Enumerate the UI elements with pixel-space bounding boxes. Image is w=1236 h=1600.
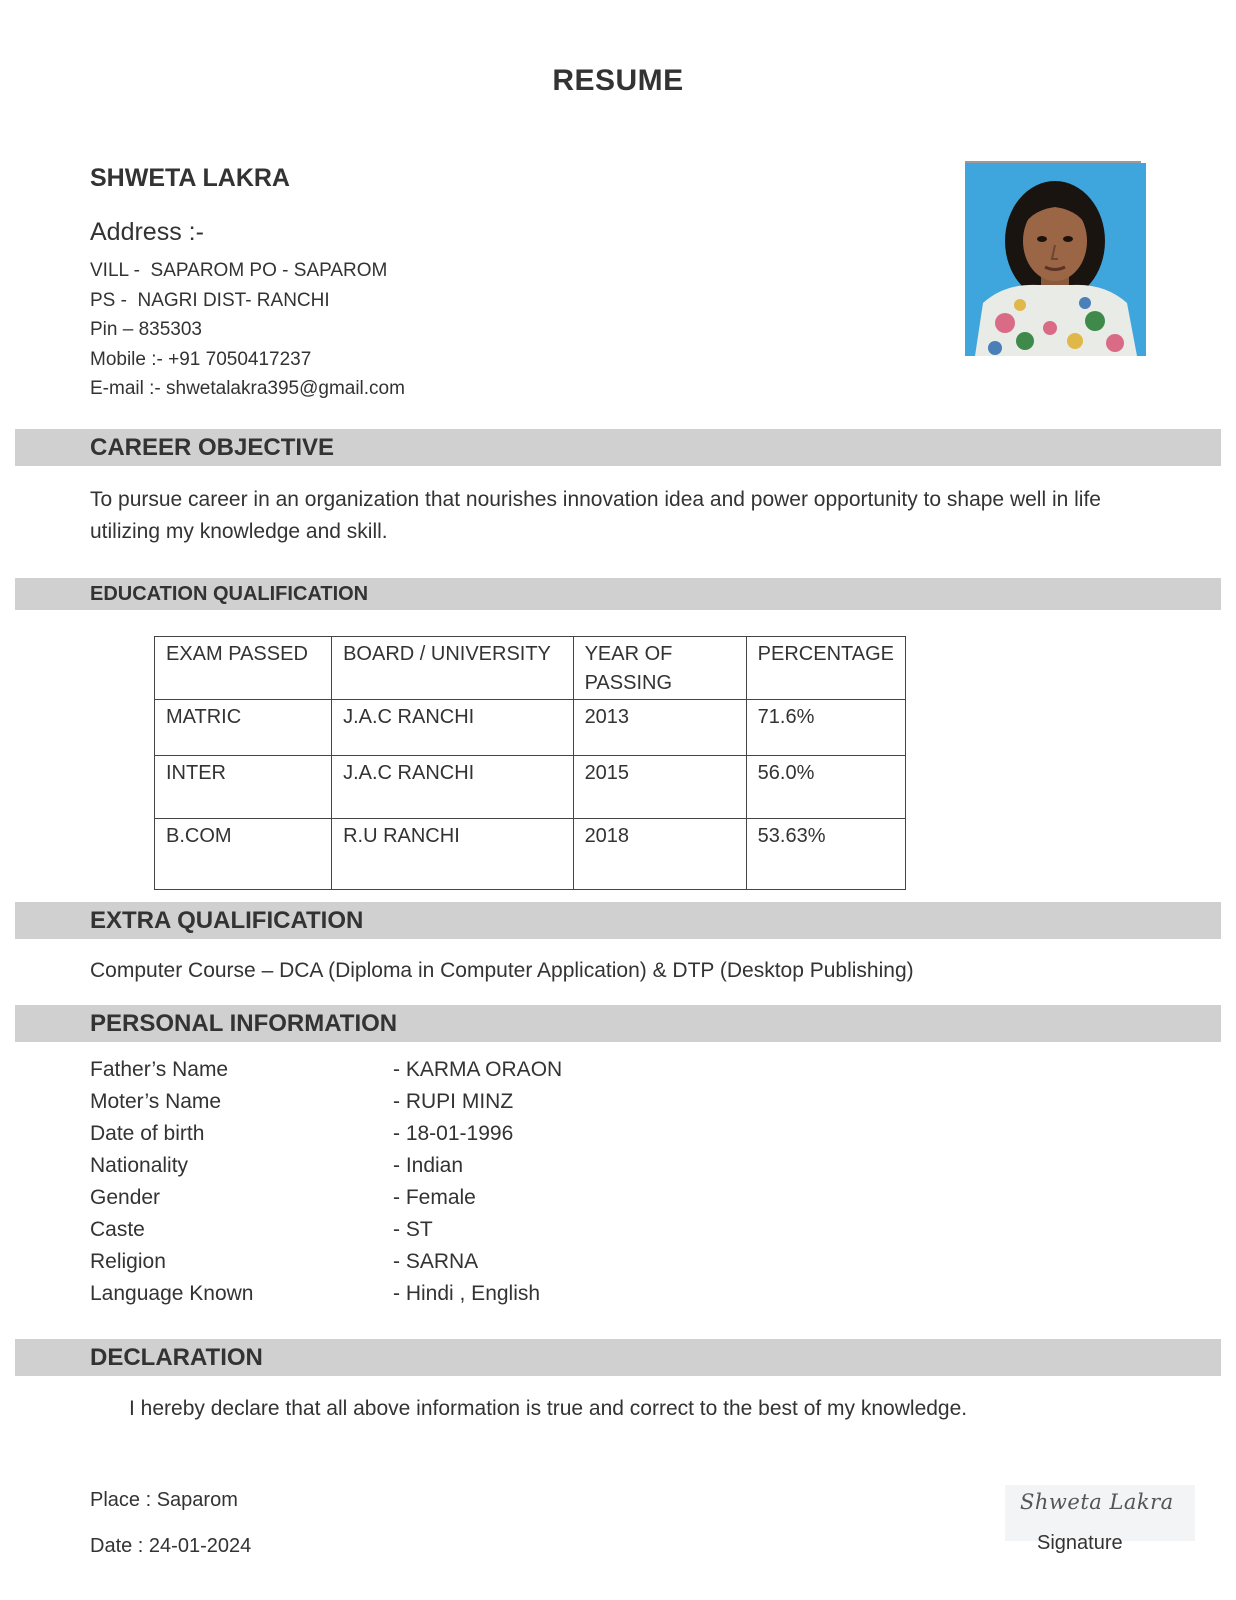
declaration-text: I hereby declare that all above information is true and correct to the best of my knowledge. [129, 1397, 968, 1420]
table-cell: 2018 [573, 819, 746, 890]
address-line-pin: Pin – 835303 [90, 319, 202, 340]
table-cell: J.A.C RANCHI [332, 700, 573, 756]
personal-info-label: Language Known [90, 1282, 254, 1305]
personal-info-value: - 18-01-1996 [393, 1122, 514, 1145]
address-line-district: PS - NAGRI DIST- RANCHI [90, 289, 330, 311]
table-cell: 53.63% [746, 819, 905, 890]
table-row [155, 700, 906, 756]
personal-info-value: - SARNA [393, 1250, 479, 1273]
personal-info-label: Moter’s Name [90, 1090, 222, 1113]
profile-photo [965, 163, 1146, 356]
personal-info-label: Gender [90, 1186, 161, 1209]
education-table [154, 636, 906, 890]
table-cell: 71.6% [746, 700, 905, 756]
section-heading-career-objective: CAREER OBJECTIVE [90, 434, 335, 461]
table-header-cell: BOARD / UNIVERSITY [332, 637, 573, 700]
personal-info-label: Caste [90, 1218, 145, 1241]
personal-info-value: - RUPI MINZ [393, 1090, 514, 1113]
table-header-cell: PERCENTAGE [746, 637, 905, 700]
section-bar-career-objective [15, 429, 1221, 466]
address-heading: Address :- [90, 218, 204, 246]
career-objective-text [90, 484, 1101, 548]
section-heading-personal-information: PERSONAL INFORMATION [90, 1010, 398, 1037]
address-line-mobile: Mobile :- +91 7050417237 [90, 348, 312, 370]
personal-info-value: - Hindi , English [393, 1282, 541, 1305]
date-text: Date : 24-01-2024 [90, 1535, 252, 1557]
table-cell: J.A.C RANCHI [332, 756, 573, 819]
personal-info-label: Nationality [90, 1154, 189, 1177]
signature-label: Signature [1037, 1532, 1123, 1554]
personal-info-label: Religion [90, 1250, 166, 1273]
table-header-row [155, 637, 906, 700]
section-heading-extra-qualification: EXTRA QUALIFICATION [90, 907, 364, 934]
section-bar-education [15, 578, 1221, 610]
table-row [155, 819, 906, 890]
personal-info-label: Father’s Name [90, 1058, 229, 1081]
table-header-cell: YEAR OF PASSING [573, 637, 746, 700]
page-title: RESUME [552, 64, 684, 97]
table-cell: R.U RANCHI [332, 819, 573, 890]
address-block [90, 256, 405, 404]
extra-qualification-text: Computer Course – DCA (Diploma in Computer Application) & DTP (Desktop Publishing) [90, 959, 914, 982]
table-header-cell: EXAM PASSED [155, 637, 332, 700]
table-cell: INTER [155, 756, 332, 819]
candidate-name: SHWETA LAKRA [90, 164, 290, 192]
section-bar-personal-information [15, 1005, 1221, 1042]
personal-info-value: - ST [393, 1218, 433, 1241]
address-line-email: E-mail :- shwetalakra395@gmail.com [90, 378, 405, 399]
table-cell: 56.0% [746, 756, 905, 819]
table-cell: MATRIC [155, 700, 332, 756]
personal-info-value: - Female [393, 1186, 476, 1209]
table-cell: 2015 [573, 756, 746, 819]
personal-info-label: Date of birth [90, 1122, 205, 1145]
section-bar-declaration [15, 1339, 1221, 1376]
table-row [155, 756, 906, 819]
section-bar-extra-qualification [15, 902, 1221, 939]
personal-info-value: - KARMA ORAON [393, 1058, 563, 1081]
table-cell: B.COM [155, 819, 332, 890]
table-cell: 2013 [573, 700, 746, 756]
career-objective-line-1: To pursue career in an organization that nourishes innovation idea and power opportunity to shape well in life [90, 488, 1101, 511]
handwritten-signature: Shweta Lakra [1020, 1490, 1174, 1514]
section-heading-education: EDUCATION QUALIFICATION [90, 583, 369, 605]
section-heading-declaration: DECLARATION [90, 1344, 263, 1371]
address-line-village: VILL - SAPAROM PO - SAPAROM [90, 260, 388, 281]
place-text: Place : Saparom [90, 1489, 238, 1511]
personal-info-value: - Indian [393, 1154, 464, 1177]
career-objective-line-2: utilizing my knowledge and skill. [90, 520, 388, 543]
